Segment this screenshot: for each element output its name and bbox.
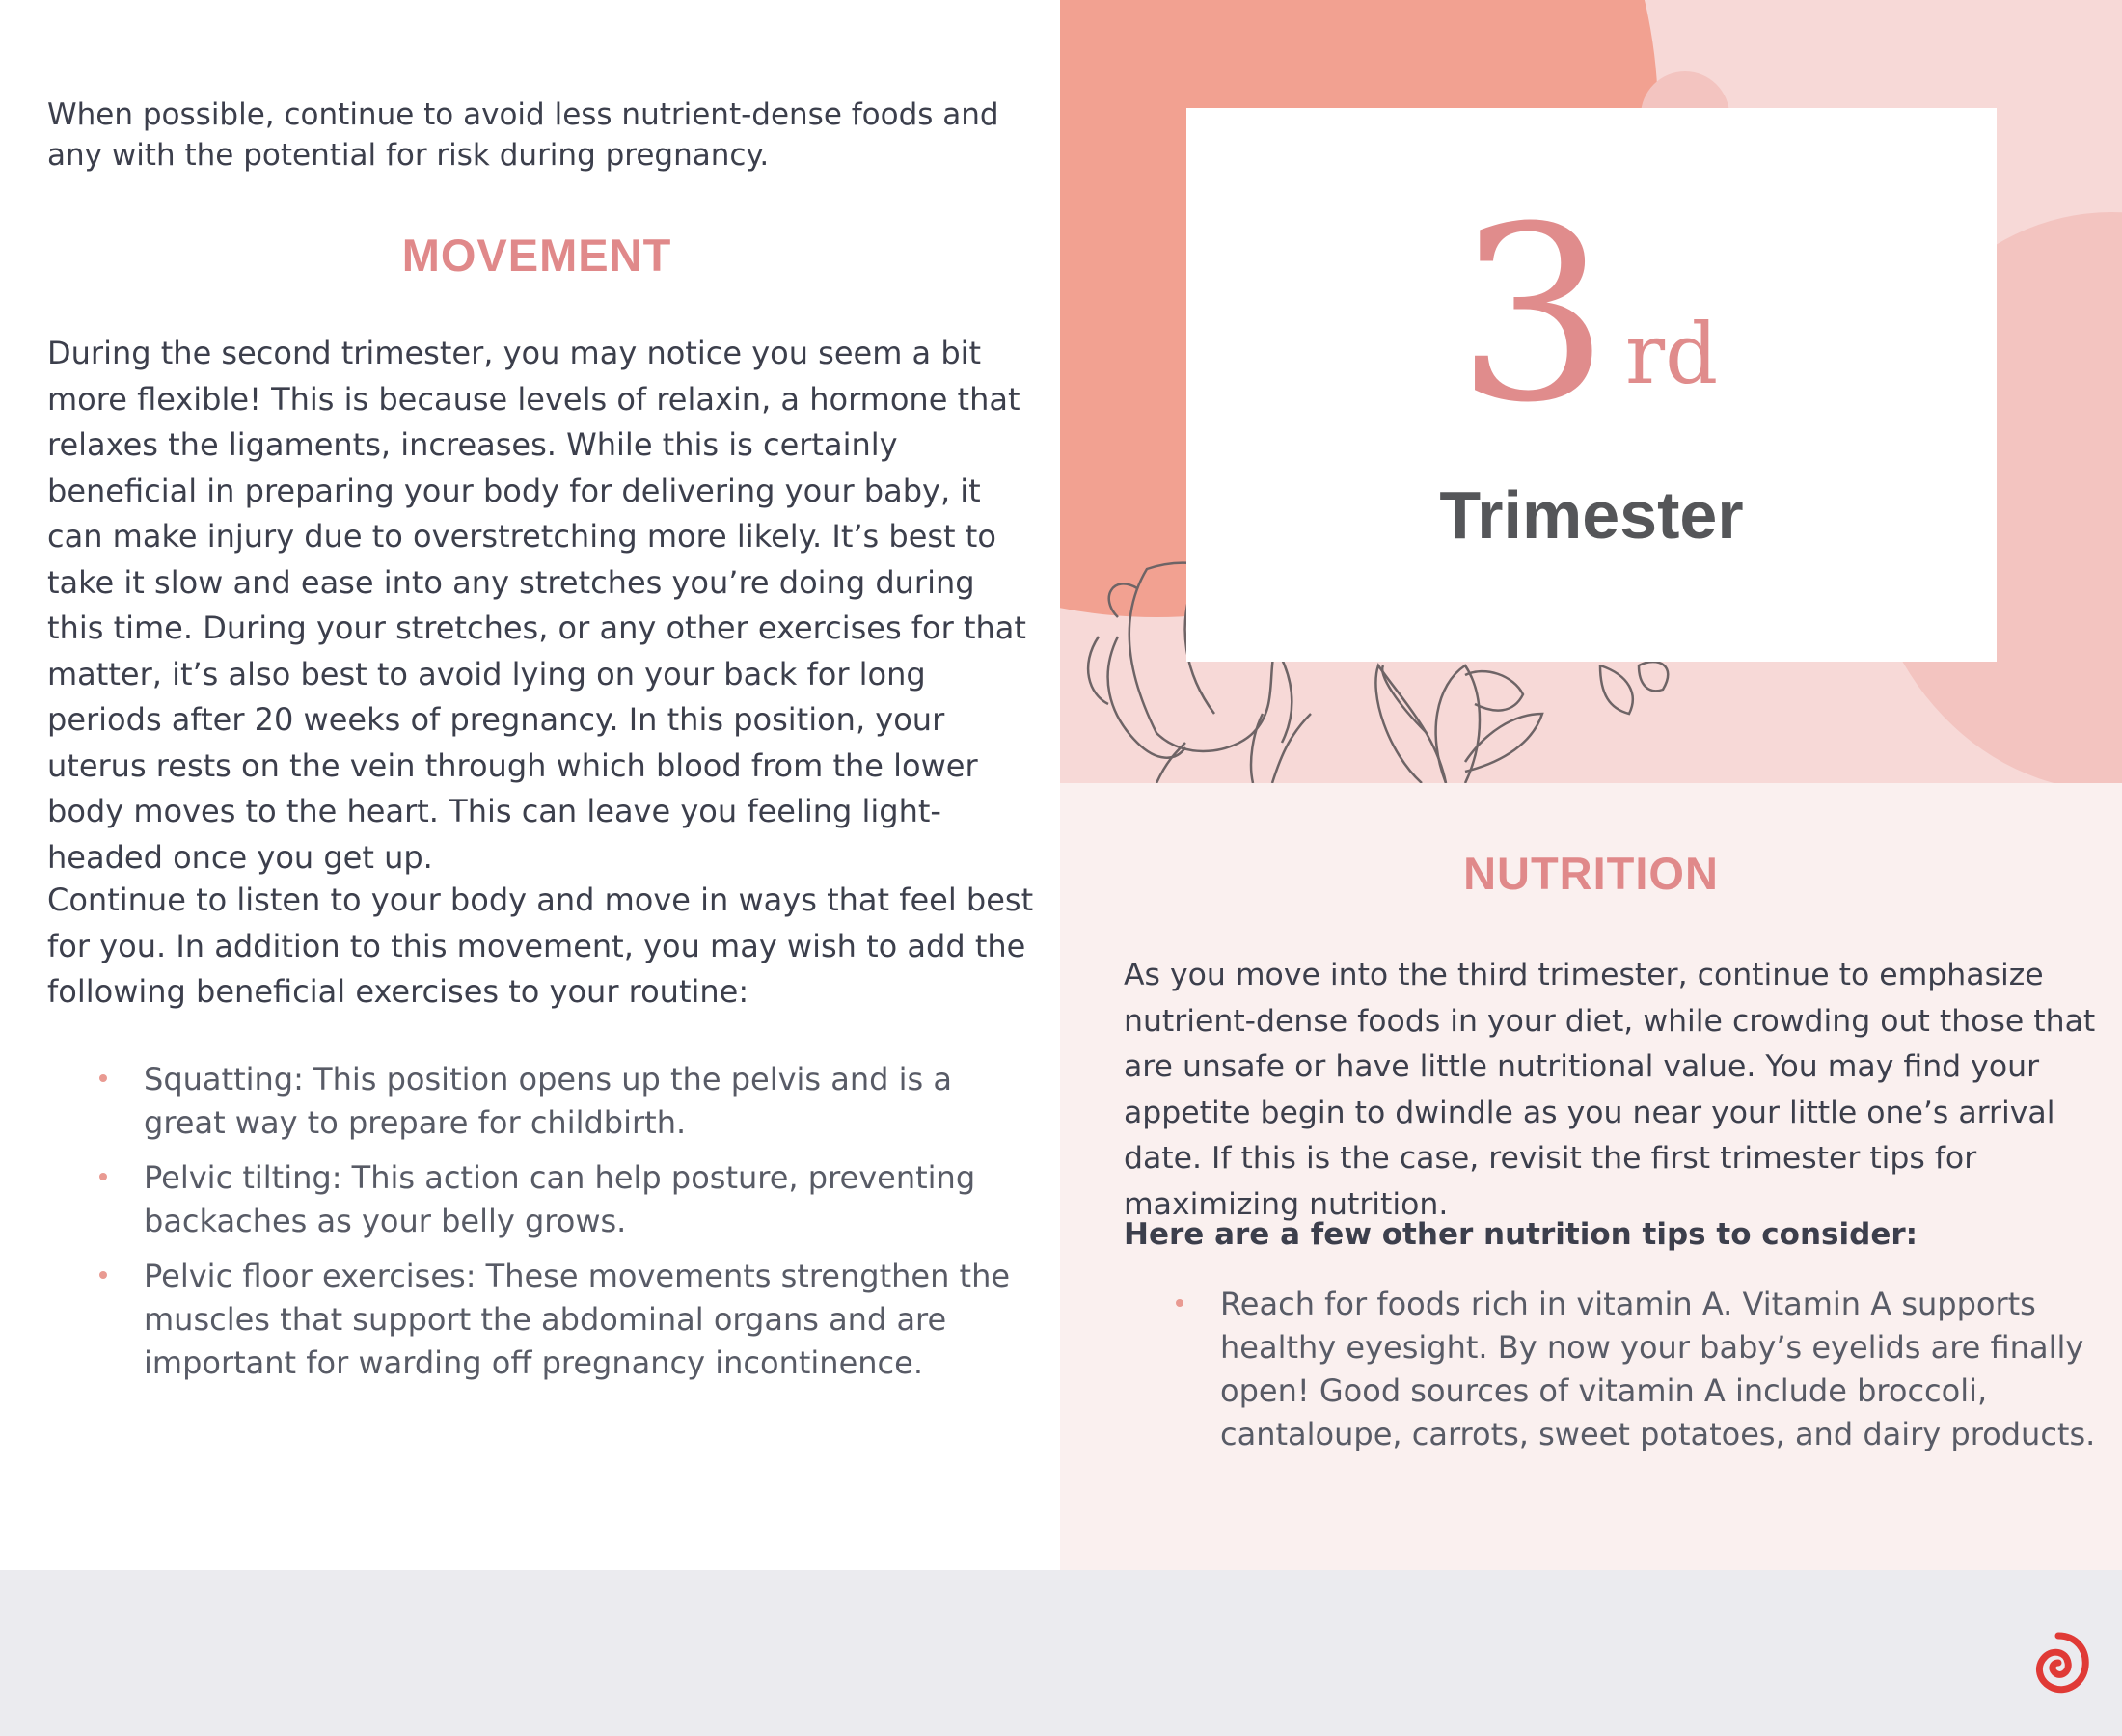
- movement-heading: MOVEMENT: [401, 230, 672, 281]
- bullet-dot-icon: [99, 1173, 107, 1180]
- nutrition-heading: NUTRITION: [1463, 848, 1719, 899]
- nutrition-panel: [1060, 783, 2122, 1570]
- bullet-dot-icon: [1176, 1299, 1183, 1307]
- trimester-ordinal: rd: [1625, 307, 1719, 403]
- trimester-number: 3: [1456, 175, 1611, 455]
- bullet-dot-icon: [99, 1271, 107, 1279]
- list-item: [47, 1058, 1021, 1145]
- trimester-label: Trimester: [1439, 477, 1744, 553]
- list-item-text: Reach for foods rich in vitamin A. Vitamin A supports healthy eyesight. By now your baby’s eyelids are finally open! Good sources of vitamin A include broccoli, cantaloupe, carrots, sweet potatoes, and dairy products.: [1220, 1286, 2096, 1452]
- list-item: [1124, 1283, 2098, 1456]
- movement-paragraph-1: During the second trimester, you may notice you seem a bit more flexible! This is because levels of relaxin, a hormone that relaxes the ligaments, increases. While this is certainly beneficial in preparing your body for delivering your baby, it can make injury due to overstretching more likely. It’s best to take it slow and ease into any stretches you’re doing during this time. During your stretches, or any other exercises for that matter, it’s also best to avoid lying on your back for long periods after 20 weeks of pregnancy. In this position, your uterus rests on the vein through which blood from the lower body moves to the heart. This can leave you feeling light-headed once you get up.: [47, 335, 1026, 876]
- page-footer: [0, 1570, 2122, 1736]
- intro-paragraph: When possible, continue to avoid less nutrient-dense foods and any with the potential for risk during pregnancy.: [47, 97, 999, 173]
- nutrition-tips-list: [1124, 1283, 2098, 1468]
- swirl-logo-icon: [2024, 1628, 2093, 1701]
- list-item: [47, 1255, 1021, 1385]
- movement-paragraph-2: Continue to listen to your body and move in ways that feel best for you. In addition to this movement, you may wish to add the following beneficial exercises to your routine:: [47, 882, 1034, 1010]
- list-item-text: Pelvic tilting: This action can help posture, preventing backaches as your belly grows.: [144, 1159, 976, 1239]
- bullet-dot-icon: [99, 1074, 107, 1082]
- list-item: [47, 1156, 1021, 1243]
- nutrition-paragraph: As you move into the third trimester, continue to emphasize nutrient-dense foods in your diet, while crowding out those that are unsafe or have little nutritional value. You may find your appetite begin to dwindle as you near your little one’s arrival date. If this is the case, revisit the first trimester tips for maximizing nutrition.: [1124, 958, 2096, 1222]
- list-item-text: Squatting: This position opens up the pelvis and is a great way to prepare for childbirth.: [144, 1061, 952, 1141]
- list-item-text: Pelvic floor exercises: These movements strengthen the muscles that support the abdominal organs and are important for warding off pregnancy incontinence.: [144, 1258, 1011, 1381]
- exercise-list: [47, 1058, 1021, 1397]
- trimester-title-card: [1186, 108, 1997, 662]
- nutrition-subheading: Here are a few other nutrition tips to consider:: [1124, 1217, 1918, 1252]
